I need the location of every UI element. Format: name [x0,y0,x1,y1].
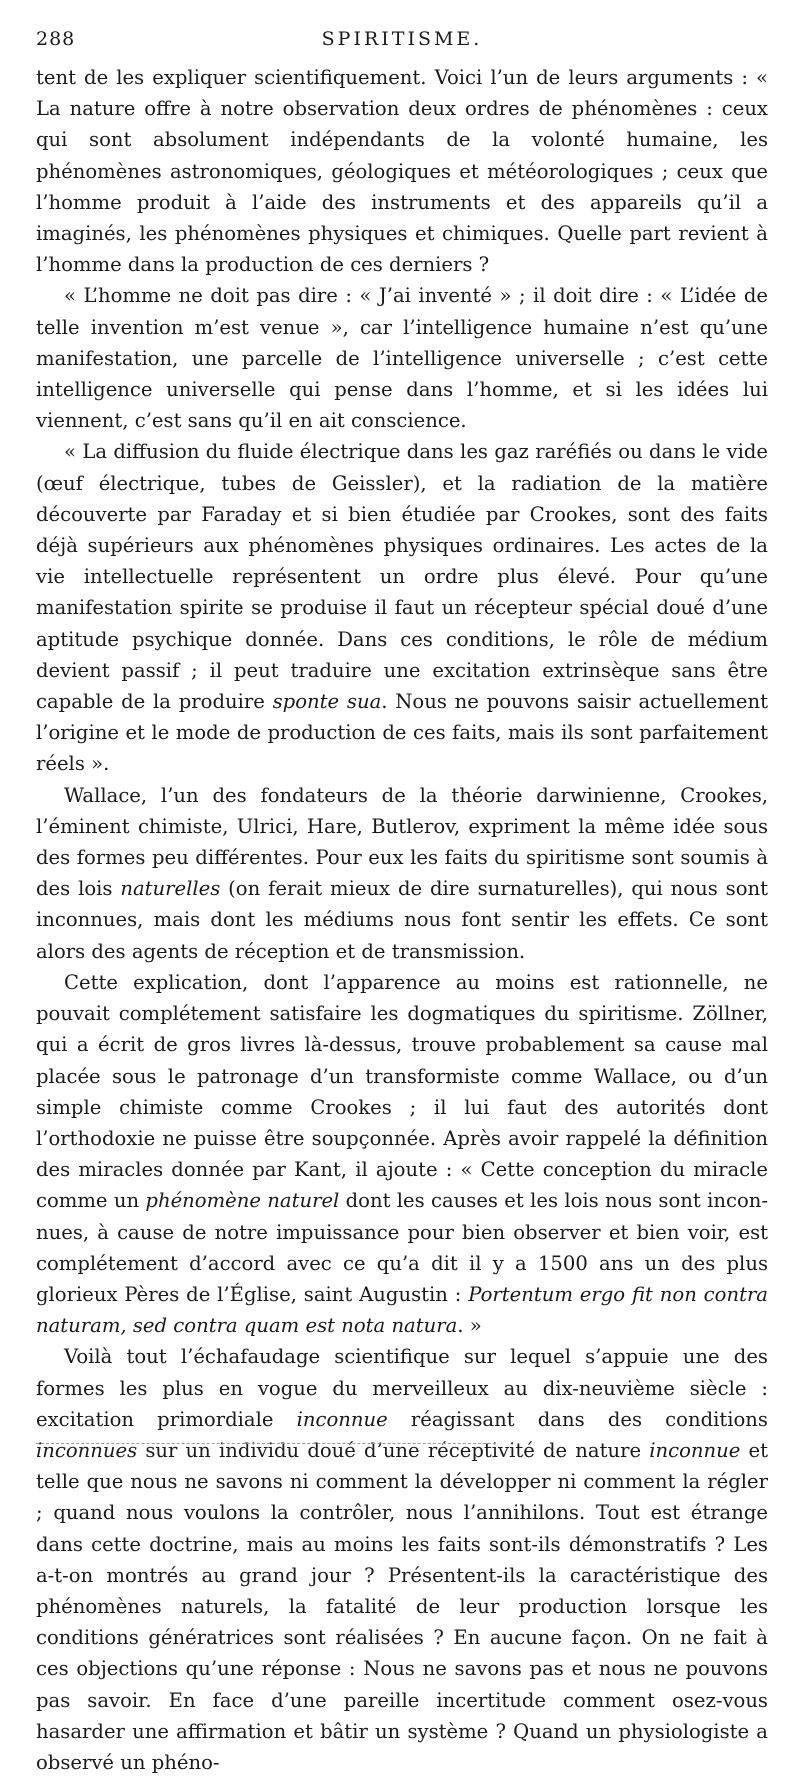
text-run: Cette explication, dont l’apparence au moins est rationnelle, ne pouvait complétement satisfaire les dogmatiques du spiritisme. Zöllner, qui a écrit de gros livres là-dessus, trouve probablement sa cause mal placée sous le patronage d’un transformiste comme Wallace, ou d’un simple chimiste comme Crookes ; il lui faut des autorités dont l’orthodoxie ne puisse être soupçonnée. Après avoir rappelé la définition des miracles donnée par Kant, il ajoute : « Cette conception du miracle comme un [36,970,768,1213]
paragraph [36,1341,768,1778]
text-run: réagissant dans des conditions [387,1407,768,1431]
text-run: . Nous ne pouvons saisir actuellement l’origine et le mode de production de ces faits, mais ils sont parfaitement réels ». [36,690,768,776]
paragraph [36,967,768,1341]
text-run: et telle que nous ne savons ni comment la développer ni comment la régler ; quand nous voulons la contrôler, nous l’annihilons. Tout est étrange dans cette doctrine, mais au moins les faits sont-ils démonstratifs ? Les a-t-on montrés au grand jour ? Présentent-ils la caractéristique des phénomènes naturels, la fatalité de leur production lorsque les conditions génératrices sont réalisées ? En aucune façon. On ne fait à ces objections qu’une réponse : Nous ne savons pas et nous ne pouvons pas savoir. En face d’une pareille incertitude comment osez-vous hasarder une affirmation et bâtir un système ? Quand un physiologiste a observé un phéno- [36,1438,768,1774]
text-run: « L’homme ne doit pas dire : « J’ai inventé » ; il doit dire : « L’idée de telle invention m’est venue », car l’intelligence humaine n’est qu’une manifestation, une parcelle de l’intelligence universelle ; c’est cette intelligence universelle qui pense dans l’homme, et si les idées lui viennent, c’est sans qu’il en ait conscience. [36,284,768,433]
paragraph [36,280,768,436]
paragraph [36,62,768,280]
paragraph [36,436,768,779]
italic-text: inconnue [296,1407,388,1431]
text-run: Voilà tout l’échafaudage scientifique sur lequel s’appuie une des formes les plus en vogue du merveilleux au dix-neuvième siècle : excitation primordiale [36,1345,768,1431]
footer-rule [36,1443,496,1444]
running-title: SPIRITISME. [321,28,483,50]
italic-text: sponte sua [272,690,382,714]
text-run: sur un individu doué d’une réceptivité de nature [137,1438,650,1462]
text-run: tent de les expliquer scientifiquement. Voici l’un de leurs arguments : « La nature offre à notre observation deux ordres de phénomènes : ceux qui sont absolument indépendants de la volonté humaine, les phénomènes astronomiques, géologiques et météorologiques ; ceux que l’homme produit à l’aide des instruments et des appareils qu’il a imaginés, les phénomènes physiques et chimiques. Quelle part revient à l’homme dans la production de ces derniers ? [36,66,768,277]
text-run: « La diffusion du fluide électrique dans les gaz raréfiés ou dans le vide (œuf électrique, tubes de Geissler), et la radiation de la matière découverte par Faraday et si bien étudiée par Crookes, sont des faits déjà supérieurs aux phénomènes physiques ordinaires. Les actes de la vie intellectuelle représentent un ordre plus élevé. Pour qu’une manifestation spirite se produise il faut un récepteur spécial doué d’une aptitude psychique donnée. Dans ces conditions, le rôle de médium devient passif ; il peut traduire une excitation extrinsèque sans être capable de la produire [36,440,768,714]
body-text [36,62,768,1778]
page-number: 288 [36,28,76,50]
italic-text: naturelles [120,877,221,901]
text-run: dont les causes et les lois nous sont inconnues, à cause de notre impuissance pour bien observer et bien voir, est complétement d’accord avec ce qu’a dit il y a 1500 ans un des plus glorieux Pères de l’Église, saint Augustin : [36,1189,768,1306]
book-page [36,28,768,1778]
running-head [36,28,768,62]
italic-text: phénomène naturel [145,1189,340,1213]
italic-text: inconnues [36,1438,138,1462]
paragraph [36,780,768,967]
text-run: (on ferait mieux de dire surnaturelles), qui nous sont inconnues, mais dont les médiums nous font sentir les effets. Ce sont alors des agents de réception et de transmission. [36,877,768,963]
text-run: Wallace, l’un des fondateurs de la théorie darwinienne, Crookes, l’éminent chimiste, Ulrici, Hare, Butlerov, expriment la même idée sous des formes peu différentes. Pour eux les faits du spiritisme sont soumis à des lois [36,783,768,901]
italic-text: inconnue [649,1438,741,1462]
text-run: . » [457,1314,482,1338]
italic-text: Portentum ergo fit non contra naturam, sed contra quam est nota natura [36,1282,768,1338]
